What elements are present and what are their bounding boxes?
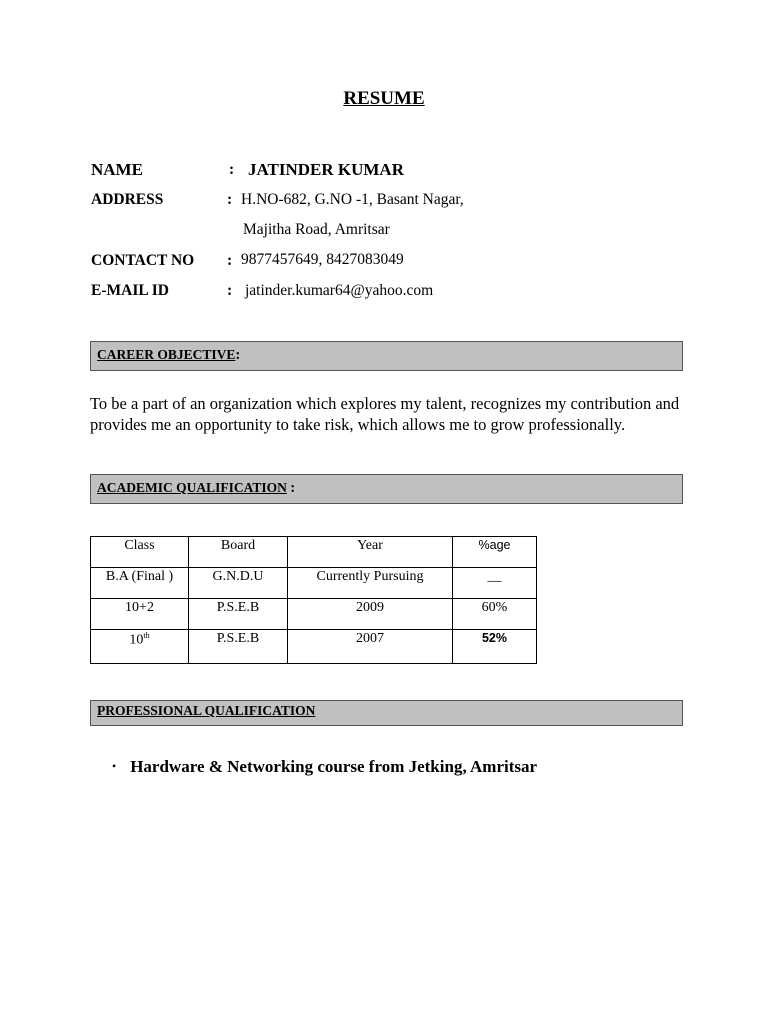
name-colon: : xyxy=(229,161,235,178)
name-value: JATINDER KUMAR xyxy=(248,160,404,179)
resume-title: RESUME xyxy=(343,88,425,109)
table-header-row xyxy=(91,537,537,568)
table-cell: Currently Pursuing xyxy=(288,568,453,599)
class-10-text: 10 xyxy=(129,632,144,648)
academic-qualification-colon: : xyxy=(290,480,296,496)
career-objective-colon: : xyxy=(235,347,241,363)
table-header-cell: Year xyxy=(288,537,453,568)
academic-qualification-title: ACADEMIC QUALIFICATION xyxy=(97,480,287,495)
table-cell: 60% xyxy=(453,599,537,630)
table-header-cell: Class xyxy=(91,537,189,568)
academic-qualification-header xyxy=(90,474,683,504)
table-cell: __ xyxy=(453,568,537,599)
table-cell: 10+2 xyxy=(91,599,189,630)
list-item xyxy=(112,757,537,777)
career-objective-title: CAREER OBJECTIVE xyxy=(97,347,236,362)
bullet-icon: • xyxy=(112,759,117,773)
professional-qualification-title: PROFESSIONAL QUALIFICATION xyxy=(97,703,316,718)
career-objective-header xyxy=(90,341,683,371)
address-label: ADDRESS xyxy=(91,191,164,208)
table-cell: B.A (Final ) xyxy=(91,568,189,599)
career-objective-text: To be a part of an organization which explores my talent, recognizes my contribution and provides me an opportunity to take risk, which allows me to grow professionally. xyxy=(90,394,680,434)
table-row xyxy=(91,568,537,599)
table-cell: P.S.E.B xyxy=(189,599,288,630)
contact-colon: : xyxy=(227,252,233,269)
table-header-cell: Board xyxy=(189,537,288,568)
superscript-th: th xyxy=(143,631,150,640)
professional-qualification-header xyxy=(90,700,683,726)
table-row xyxy=(91,599,537,630)
email-value: jatinder.kumar64@yahoo.com xyxy=(245,282,434,299)
table-header-cell: %age xyxy=(453,537,537,568)
name-label: NAME xyxy=(91,160,143,179)
table-cell: 2007 xyxy=(288,630,453,664)
contact-label: CONTACT NO xyxy=(91,252,195,269)
table-cell: 52% xyxy=(453,630,537,664)
table-row xyxy=(91,630,537,664)
professional-item-text: Hardware & Networking course from Jetking, Amritsar xyxy=(130,757,538,776)
email-label: E-MAIL ID xyxy=(91,282,169,299)
table-cell: P.S.E.B xyxy=(189,630,288,664)
table-cell: G.N.D.U xyxy=(189,568,288,599)
address-colon: : xyxy=(227,191,233,208)
academic-table xyxy=(90,536,537,664)
table-cell xyxy=(91,630,189,664)
table-cell: 2009 xyxy=(288,599,453,630)
address-line-1: H.NO-682, G.NO -1, Basant Nagar, xyxy=(241,191,464,208)
email-colon: : xyxy=(227,282,233,299)
contact-value: 9877457649, 8427083049 xyxy=(241,251,404,268)
address-line-2: Majitha Road, Amritsar xyxy=(243,221,390,238)
